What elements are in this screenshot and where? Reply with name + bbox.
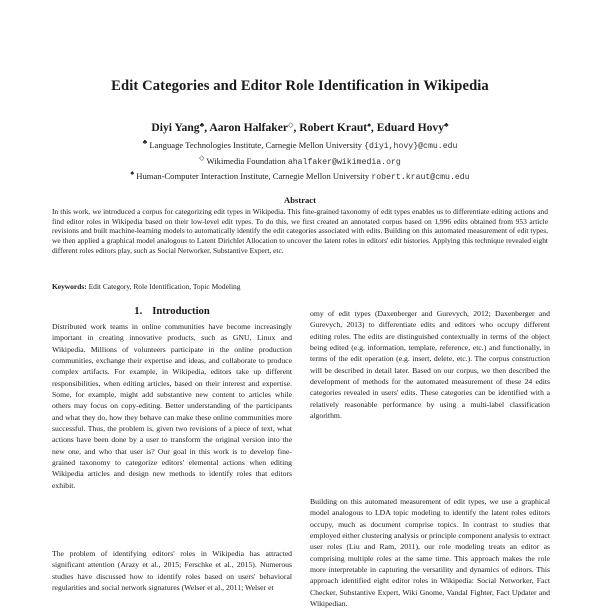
intro-paragraph-3: omy of edit types (Daxenberger and Gurevych, 2012; Daxenberger and Gurevych, 2013) to differentiate edits and editors who occupy different editing roles. The edits are distinguished contextually in terms of the object being edited (e.g. information, template, reference, etc.) and functionally, in terms of the edit operation (e.g. insert, delete, etc.). The corpus construction will be described in detail later. Based on our corpus, we then described the development of methods for the automated measurement of these 24 edits categories revealed in users' edits. These categories can be identified with a relatively reasonable performance by using a multi-label classification algorithm.: [310, 309, 550, 421]
email[interactable]: ahalfaker@wikimedia.org: [287, 157, 401, 167]
keywords-label: Keywords:: [52, 282, 87, 291]
abstract-body: In this work, we introduced a corpus for categorizing edit types in Wikipedia. This fine-grained taxonomy of edit types enables us to differentiate editing actions and find editor roles in Wikipedia based on their low-level edit types. To do this, we first created an annotated corpus based on 1,996 edits obtained from 953 article revisions and built machine-learning models to automatically identify the edit categories associated with edits. Building on this automated measurement of edit types, we then applied a graphical model analogous to Latent Dirichlet Allocation to uncover the latent roles in editors' edit histories. Applying this technique revealed eight different roles editors play, such as Social Networker, Substantive Expert, etc.: [52, 207, 548, 255]
intro-paragraph-1: Distributed work teams in online communities have become increasingly important in creating innovative products, such as GNU, Linux and Wikipedia. Millions of volunteers participate in the online production communities, exchange their expertise and ideas, and collaborate to produce complex artifacts. For example, in Wikipedia, editors take up different responsibilities, when editing articles, based on their interest and expertise. Some, for example, might add substantive new content to articles while others may focus on copy-editing. Better understanding of the participants and what they do, how they behave can make these online communities more successful. Thus, the problem is, given two revisions of a piece of text, what actions have been done by a user to transform the original version into the new one, and who that user is? Our goal in this work is to develop fine-grained taxonomy to categorize editors' elemental actions when editing Wikipedia articles and design new methods to identify roles that editors exhibit.: [52, 322, 292, 490]
keywords-text: Edit Category, Role Identification, Topic Modeling: [88, 282, 241, 291]
affiliation-mark: ♠: [367, 121, 371, 129]
affiliation-mark: ◇: [288, 121, 294, 129]
affiliation-list: [40, 137, 560, 184]
author-3: Robert Kraut♠,: [299, 121, 377, 134]
affiliation-3: ♠ Human-Computer Interaction Institute, Carnegie Mellon University robert.kraut@cmu.edu: [130, 169, 470, 183]
author-1: Diyi Yang♣,: [151, 121, 210, 134]
affiliation-mark: ♣: [444, 121, 449, 129]
email[interactable]: robert.kraut@cmu.edu: [371, 173, 470, 183]
author-4: Eduard Hovy♣: [376, 121, 449, 134]
abstract-heading: Abstract: [284, 195, 316, 205]
intro-paragraph-4: Building on this automated measurement of edit types, we use a graphical model analogous to LDA topic modeling to identify the latent roles editors occupy, much as document comprise topics. In contrast to studies that employed either clustering analysis or principle component analysis to extract user roles (Liu and Ram, 2011), our role modeling treats an editor as comprising multiple roles at the same time. This approach makes the role more interpretable in capturing the versatility and dynamics of editors. This approach identified eight editor roles in Wikipedia: Social Networker, Fact Checker, Substantive Expert, Wiki Gnome, Vandal Fighter, Fact Updater and Wikipedian.: [310, 497, 550, 609]
author-list: [40, 120, 560, 134]
affiliation-mark: ♣: [199, 121, 205, 129]
section-title: Introduction: [152, 306, 210, 317]
section-heading-introduction: [52, 306, 292, 317]
paper-title: Edit Categories and Editor Role Identification in Wikipedia: [111, 78, 489, 94]
author-2: Aaron Halfaker◇,: [209, 121, 300, 134]
section-number: 1.: [134, 306, 143, 317]
affiliation-1: ♣ Language Technologies Institute, Carnegie Mellon University {diyi,hovy}@cmu.edu: [142, 138, 458, 151]
affiliation-2: ◇ Wikimedia Foundation ahalfaker@wikimedia.org: [199, 153, 401, 167]
intro-paragraph-2: The problem of identifying editors' roles in Wikipedia has attracted significant attention (Arazy et al., 2015; Ferschke et al., 2015). Numerous studies have discussed how to identify roles based on users' behavioral regularities and social network signatures (Welser et al., 2011; Welser et: [52, 549, 292, 593]
keywords: [52, 282, 548, 292]
email[interactable]: {diyi,hovy}@cmu.edu: [364, 142, 458, 151]
